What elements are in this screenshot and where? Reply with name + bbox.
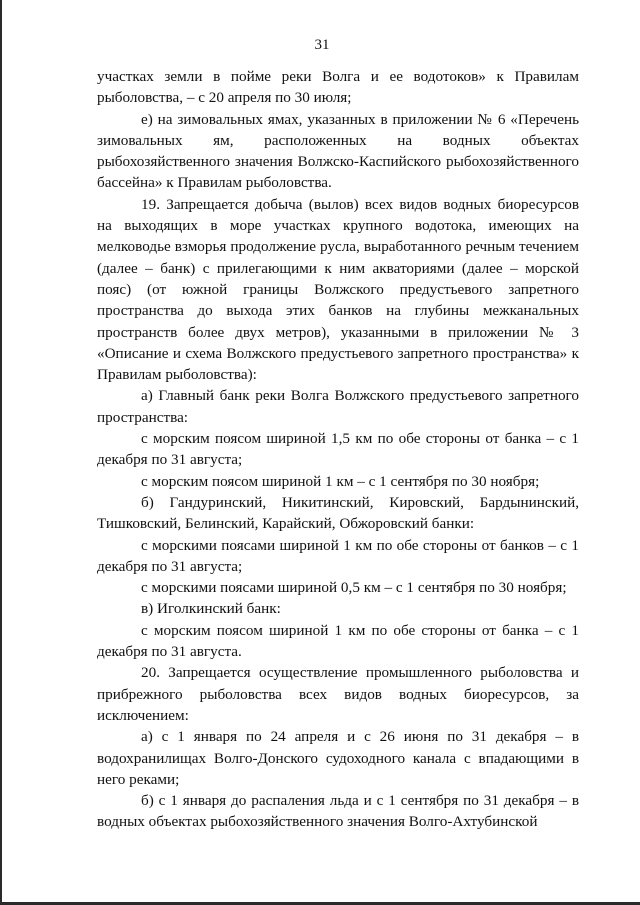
paragraph: а) с 1 января по 24 апреля и с 26 июня по 31 декабря – в водохранилищах Волго-Донского судоходного канала с впадающими в него реками; [97,728,579,788]
paragraph: с морским поясом шириной 1,5 км по обе стороны от банка – с 1 декабря по 31 августа; [97,430,579,469]
document-body [97,66,579,833]
paragraph: а) Главный банк реки Волга Волжского предустьевого запретного пространства: [97,387,579,426]
paragraph: участках земли в пойме реки Волга и ее водотоков» к Правилам рыболовства, – с 20 апреля по 30 июля; [97,68,579,107]
paragraph: 20. Запрещается осуществление промышленного рыболовства и прибрежного рыболовства всех видов водных биоресурсов, за исключением: [97,664,579,724]
paragraph: с морскими поясами шириной 0,5 км – с 1 сентября по 30 ноября; [141,579,567,597]
paragraph: с морским поясом шириной 1 км по обе стороны от банка – с 1 декабря по 31 августа. [97,621,579,661]
paragraph: с морскими поясами шириной 1 км по обе стороны от банков – с 1 декабря по 31 августа; [97,536,579,575]
paragraph: в) Иголкинский банк: [141,600,281,618]
paragraph: е) на зимовальных ямах, указанных в приложении № 6 «Перечень зимовальных ям, расположенных на водных объектах рыбохозяйственного значения Волжско-Каспийского рыбохозяйственного бассейна» к Правилам рыболовства. [97,110,579,192]
paragraph: с морским поясом шириной 1 км – с 1 сентября по 30 ноября; [141,472,540,490]
paragraph: б) с 1 января до распаления льда и с 1 сентября по 31 декабря – в водных объектах рыбохозяйственного значения Волго-Ахтубинской [97,792,579,831]
paragraph: б) Гандуринский, Никитинский, Кировский, Бардынинский, Тишковский, Белинский, Карайский, Обжоровский банки: [97,493,579,533]
page-number: 31 [314,37,330,53]
paragraph: 19. Запрещается добыча (вылов) всех видов водных биоресурсов на выходящих в море участках крупного водотока, имеющих на мелководье взморья продолжение русла, выработанного речным течением (далее – банк) с прилегающими к ним акваториями (далее – морской пояс) (от южной границы Волжского предустьевого запретного пространства до выхода этих банков на глубины межканальных пространств более двух метров), указанными в приложении № 3 «Описание и схема Волжского предустьевого запретного пространства» к Правилам рыболовства): [97,195,579,384]
